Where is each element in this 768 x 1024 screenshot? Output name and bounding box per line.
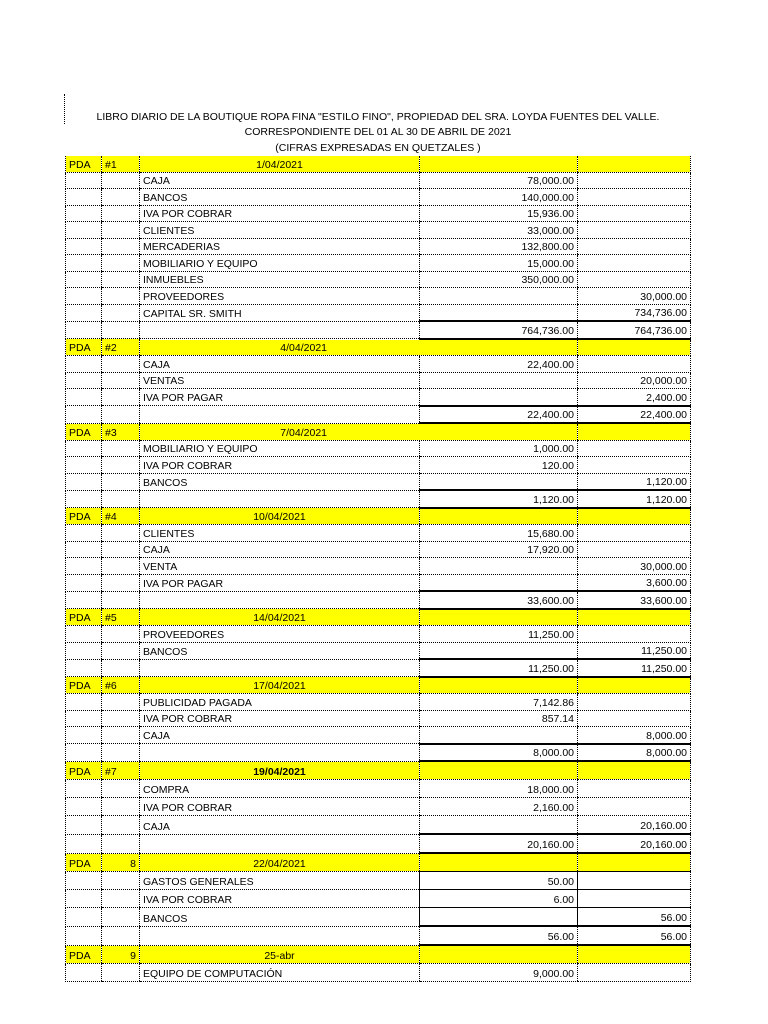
account-name: CAJA [140,356,420,373]
journal-table [65,156,691,982]
total-blank [102,490,140,508]
credit-amount: 734,736.00 [578,304,691,321]
total-debit: 1,120.00 [420,490,578,508]
credit-amount [578,356,691,373]
journal-line [66,304,691,321]
entry-header-blank [420,156,578,172]
total-credit: 764,736.00 [578,321,691,339]
credit-amount [578,872,691,890]
journal-line [66,626,691,643]
line-blank [66,574,102,591]
journal-line [66,780,691,798]
line-blank [102,356,140,373]
entry-date: 22/04/2021 [140,853,420,872]
entry-header-blank [578,853,691,872]
debit-amount: 6.00 [420,890,578,908]
entry-number: #2 [102,339,140,356]
total-debit: 22,400.00 [420,406,578,424]
debit-amount [420,816,578,835]
debit-amount: 15,680.00 [420,525,578,542]
journal-line [66,541,691,558]
account-name: CAJA [140,816,420,835]
account-name: CAJA [140,541,420,558]
credit-amount [578,255,691,272]
line-blank [102,304,140,321]
total-blank [140,490,420,508]
journal-line [66,642,691,659]
line-blank [102,288,140,305]
credit-amount [578,189,691,206]
total-blank [140,834,420,853]
line-blank [102,694,140,711]
line-blank [66,372,102,389]
credit-amount [578,710,691,727]
total-credit: 8,000.00 [578,744,691,762]
journal-line [66,205,691,222]
account-name: VENTA [140,558,420,575]
line-blank [102,626,140,643]
account-name: IVA POR PAGAR [140,574,420,591]
total-debit: 20,160.00 [420,834,578,853]
line-blank [102,389,140,406]
credit-amount [578,222,691,239]
credit-amount: 30,000.00 [578,558,691,575]
entry-number: #1 [102,156,140,172]
entry-pda-label: PDA [66,945,102,964]
line-blank [66,525,102,542]
entry-pda-label: PDA [66,677,102,694]
line-blank [102,440,140,457]
line-blank [66,890,102,908]
total-blank [102,659,140,677]
line-blank [102,541,140,558]
debit-amount [420,908,578,927]
entry-total-row [66,926,691,945]
line-blank [102,710,140,727]
entry-date: 1/04/2021 [140,156,420,172]
journal-line [66,694,691,711]
account-name: COMPRA [140,780,420,798]
journal-period: CORRESPONDIENTE DEL 01 AL 30 DE ABRIL DE 2021 [244,126,512,138]
entry-pda-label: PDA [66,853,102,872]
credit-amount [578,964,691,982]
line-blank [66,642,102,659]
journal-line [66,389,691,406]
debit-amount: 140,000.00 [420,189,578,206]
entry-header-row [66,677,691,694]
entry-header-blank [578,423,691,440]
entry-header-row [66,156,691,172]
debit-amount: 22,400.00 [420,356,578,373]
credit-amount [578,541,691,558]
line-blank [102,872,140,890]
credit-amount [578,780,691,798]
credit-amount [578,457,691,474]
credit-amount [578,694,691,711]
debit-amount: 350,000.00 [420,271,578,288]
line-blank [102,890,140,908]
account-name: IVA POR COBRAR [140,205,420,222]
debit-amount: 132,800.00 [420,238,578,255]
line-blank [66,541,102,558]
credit-amount [578,525,691,542]
total-debit: 764,736.00 [420,321,578,339]
debit-amount: 7,142.86 [420,694,578,711]
entry-number: #7 [102,761,140,780]
journal-line [66,908,691,927]
total-blank [140,659,420,677]
debit-amount: 1,000.00 [420,440,578,457]
entry-header-row [66,945,691,964]
entry-number: #3 [102,423,140,440]
entry-pda-label: PDA [66,508,102,525]
credit-amount [578,626,691,643]
entry-date: 17/04/2021 [140,677,420,694]
line-blank [102,574,140,591]
total-blank [102,926,140,945]
total-credit: 20,160.00 [578,834,691,853]
journal-line [66,816,691,835]
line-blank [66,964,102,982]
line-blank [66,222,102,239]
entry-date: 14/04/2021 [140,609,420,626]
entry-total-row [66,490,691,508]
journal-line [66,574,691,591]
entry-date: 19/04/2021 [140,761,420,780]
line-blank [102,222,140,239]
total-blank [102,406,140,424]
account-name: IVA POR COBRAR [140,710,420,727]
journal-line [66,222,691,239]
line-blank [66,255,102,272]
journal-line [66,727,691,744]
entry-number: 9 [102,945,140,964]
entry-total-row [66,591,691,609]
account-name: CAJA [140,727,420,744]
line-blank [66,908,102,927]
journal-line [66,558,691,575]
account-name: PROVEEDORES [140,288,420,305]
account-name: EQUIPO DE COMPUTACIÓN [140,964,420,982]
total-credit: 56.00 [578,926,691,945]
entry-header-blank [578,761,691,780]
line-blank [66,356,102,373]
entry-header-blank [420,945,578,964]
line-blank [66,440,102,457]
journal-line [66,238,691,255]
line-blank [66,172,102,189]
credit-amount [578,205,691,222]
line-blank [102,271,140,288]
line-blank [66,694,102,711]
line-blank [66,304,102,321]
line-blank [102,238,140,255]
total-blank [66,659,102,677]
total-credit: 11,250.00 [578,659,691,677]
entry-header-blank [578,945,691,964]
entry-header-row [66,339,691,356]
debit-amount [420,372,578,389]
line-blank [66,189,102,206]
account-name: MOBILIARIO Y EQUIPO [140,255,420,272]
line-blank [102,255,140,272]
credit-amount: 8,000.00 [578,727,691,744]
journal-line [66,440,691,457]
line-blank [66,238,102,255]
line-blank [102,525,140,542]
debit-amount [420,642,578,659]
credit-amount [578,238,691,255]
debit-amount [420,558,578,575]
credit-amount: 11,250.00 [578,642,691,659]
line-blank [102,964,140,982]
account-name: PROVEEDORES [140,626,420,643]
journal-line [66,189,691,206]
journal-line [66,172,691,189]
account-name: PUBLICIDAD PAGADA [140,694,420,711]
line-blank [66,558,102,575]
entry-number: #6 [102,677,140,694]
debit-amount [420,304,578,321]
debit-amount [420,574,578,591]
journal-currency-note: (CIFRAS EXPRESADAS EN QUETZALES ) [275,142,481,154]
total-credit: 22,400.00 [578,406,691,424]
entry-pda-label: PDA [66,339,102,356]
debit-amount: 15,000.00 [420,255,578,272]
total-debit: 33,600.00 [420,591,578,609]
entry-header-row [66,761,691,780]
total-blank [140,926,420,945]
account-name: IVA POR COBRAR [140,890,420,908]
total-blank [102,321,140,339]
total-blank [140,321,420,339]
total-blank [140,591,420,609]
debit-amount: 120.00 [420,457,578,474]
debit-amount: 11,250.00 [420,626,578,643]
entry-header-blank [420,609,578,626]
debit-amount [420,288,578,305]
entry-header-blank [578,508,691,525]
total-debit: 8,000.00 [420,744,578,762]
line-blank [102,727,140,744]
entry-date: 7/04/2021 [140,423,578,440]
debit-amount [420,727,578,744]
journal-line [66,964,691,982]
entry-header-row [66,423,691,440]
account-name: BANCOS [140,473,420,490]
journal-line [66,457,691,474]
entry-date: 25-abr [140,945,420,964]
credit-amount: 20,000.00 [578,372,691,389]
journal-line [66,890,691,908]
credit-amount: 2,400.00 [578,389,691,406]
line-blank [102,189,140,206]
entry-header-blank [420,677,578,694]
line-blank [66,872,102,890]
line-blank [66,271,102,288]
credit-amount [578,172,691,189]
account-name: CLIENTES [140,525,420,542]
total-blank [66,490,102,508]
credit-amount [578,890,691,908]
line-blank [66,710,102,727]
account-name: BANCOS [140,642,420,659]
line-blank [66,626,102,643]
credit-amount: 56.00 [578,908,691,927]
entry-total-row [66,834,691,853]
journal-line [66,356,691,373]
entry-pda-label: PDA [66,761,102,780]
debit-amount: 17,920.00 [420,541,578,558]
total-blank [66,321,102,339]
credit-amount: 30,000.00 [578,288,691,305]
total-blank [140,744,420,762]
entry-total-row [66,321,691,339]
total-blank [66,926,102,945]
credit-amount [578,440,691,457]
entry-header-blank [420,761,578,780]
entry-total-row [66,659,691,677]
total-blank [102,744,140,762]
line-blank [102,205,140,222]
entry-pda-label: PDA [66,609,102,626]
line-blank [66,473,102,490]
account-name: IVA POR COBRAR [140,798,420,816]
entry-number: 8 [102,853,140,872]
line-blank [66,457,102,474]
entry-header-blank [578,156,691,172]
line-blank [102,908,140,927]
total-credit: 33,600.00 [578,591,691,609]
entry-total-row [66,744,691,762]
debit-amount [420,389,578,406]
entry-header-row [66,853,691,872]
total-blank [66,744,102,762]
credit-amount: 3,600.00 [578,574,691,591]
line-blank [102,172,140,189]
account-name: IVA POR PAGAR [140,389,420,406]
total-blank [102,591,140,609]
total-blank [102,834,140,853]
account-name: BANCOS [140,908,420,927]
entry-header-row [66,508,691,525]
line-blank [102,372,140,389]
journal-line [66,288,691,305]
line-blank [102,780,140,798]
account-name: CLIENTES [140,222,420,239]
entry-date: 4/04/2021 [140,339,578,356]
line-blank [66,798,102,816]
account-name: CAPITAL SR. SMITH [140,304,420,321]
line-blank [66,288,102,305]
total-blank [140,406,420,424]
credit-amount: 1,120.00 [578,473,691,490]
left-margin-mark [64,94,65,124]
total-blank [66,834,102,853]
journal-line [66,798,691,816]
account-name: MERCADERIAS [140,238,420,255]
line-blank [102,473,140,490]
account-name: VENTAS [140,372,420,389]
line-blank [102,457,140,474]
total-blank [66,591,102,609]
entry-header-blank [578,677,691,694]
line-blank [102,798,140,816]
line-blank [66,816,102,835]
line-blank [66,727,102,744]
journal-line [66,271,691,288]
account-name: GASTOS GENERALES [140,872,420,890]
line-blank [102,642,140,659]
entry-pda-label: PDA [66,423,102,440]
account-name: MOBILIARIO Y EQUIPO [140,440,420,457]
account-name: CAJA [140,172,420,189]
line-blank [66,780,102,798]
debit-amount: 9,000.00 [420,964,578,982]
total-blank [66,406,102,424]
line-blank [66,389,102,406]
line-blank [66,205,102,222]
entry-number: #5 [102,609,140,626]
total-debit: 56.00 [420,926,578,945]
debit-amount: 50.00 [420,872,578,890]
journal-line [66,473,691,490]
entry-header-row [66,609,691,626]
line-blank [102,558,140,575]
debit-amount: 15,936.00 [420,205,578,222]
credit-amount [578,271,691,288]
total-debit: 11,250.00 [420,659,578,677]
entry-date: 10/04/2021 [140,508,420,525]
debit-amount: 18,000.00 [420,780,578,798]
line-blank [102,816,140,835]
credit-amount [578,798,691,816]
journal-line [66,872,691,890]
entry-pda-label: PDA [66,156,102,172]
entry-total-row [66,406,691,424]
journal-line [66,710,691,727]
journal-line [66,255,691,272]
journal-line [66,372,691,389]
account-name: INMUEBLES [140,271,420,288]
entry-header-blank [420,508,578,525]
entry-header-blank [578,609,691,626]
journal-title: LIBRO DIARIO DE LA BOUTIQUE ROPA FINA "ESTILO FINO", PROPIEDAD DEL SRA. LOYDA FUENTES DEL VALLE. [96,111,660,123]
journal-line [66,525,691,542]
debit-amount: 33,000.00 [420,222,578,239]
debit-amount: 857.14 [420,710,578,727]
entry-header-blank [578,339,691,356]
account-name: IVA POR COBRAR [140,457,420,474]
debit-amount: 78,000.00 [420,172,578,189]
entry-header-blank [420,853,578,872]
debit-amount: 2,160.00 [420,798,578,816]
account-name: BANCOS [140,189,420,206]
entry-number: #4 [102,508,140,525]
credit-amount: 20,160.00 [578,816,691,835]
total-credit: 1,120.00 [578,490,691,508]
debit-amount [420,473,578,490]
